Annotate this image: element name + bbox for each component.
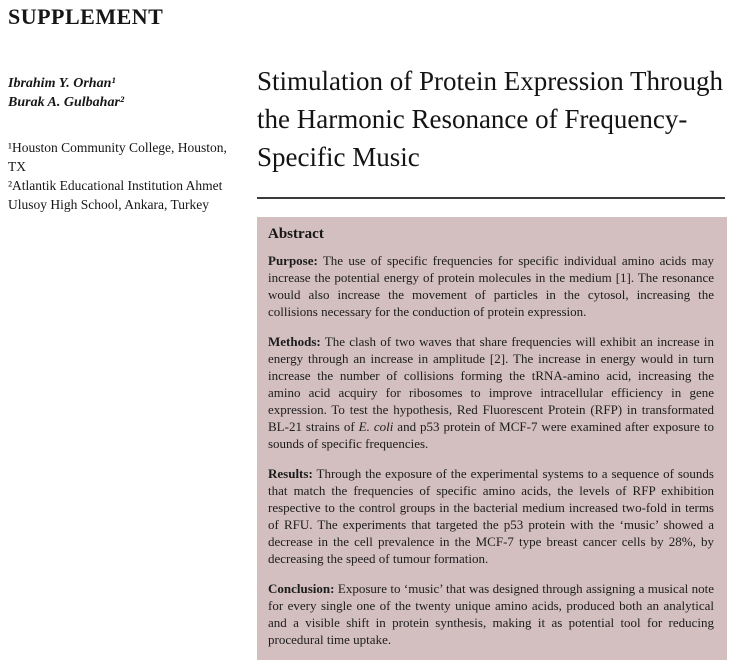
abstract-paragraph [268, 252, 714, 320]
paragraph-text: Through the exposure of the experimental systems to a sequence of sounds that match the frequencies of specific amino acids, the levels of RFP exhibition respective to the control groups in the bacterial medium increased two-fold in terms of RFU. The experiments that targeted the p53 protein with the ‘music’ showed a decrease in the cell prevalence in the MCF-7 type breast cancer cells by 28%, by decreasing the speed of tumour formation. [268, 466, 714, 566]
affiliation-line: ²Atlantik Educational Institution Ahmet Ulusoy High School, Ankara, Turkey [8, 178, 223, 212]
affiliation-line: ¹Houston Community College, Houston, TX [8, 140, 227, 174]
supplement-masthead: SUPPLEMENT [8, 4, 164, 29]
paragraph-text: The use of specific frequencies for specific individual amino acids may increase the potential energy of protein molecules in the medium [1]. The resonance would also increase the movement of particles in the cytosol, increasing the collisions necessary for the conduction of protein expression. [268, 253, 714, 319]
paragraph-label: Purpose: [268, 253, 318, 268]
paragraph-text: Exposure to ‘music’ that was designed through assigning a musical note for every single one of the twenty unique amino acids, produced both an analytical and a visible shift in protein synthesis, making it as potential tool for reducing procedural time uptake. [268, 581, 714, 647]
paragraph-label: Methods: [268, 334, 321, 349]
paragraph-label: Results: [268, 466, 313, 481]
author-block [8, 74, 246, 112]
paragraph-label: Conclusion: [268, 581, 335, 596]
paper-title: Stimulation of Protein Expression Through the Harmonic Resonance of Frequency-Specific Music [257, 66, 723, 172]
paragraph-text: E. coli [358, 419, 394, 434]
affiliation-block [8, 138, 246, 214]
author-line: Ibrahim Y. Orhan¹ [8, 76, 116, 91]
abstract-paragraph [268, 333, 714, 452]
paragraph-text: The clash of two waves that share frequencies will exhibit an increase in energy through an increase in amplitude [2]. The increase in energy would in turn increase the number of collisions forming the tRNA-amino acid, increasing the amino acid acquiry for ribosomes to improve intracellular efficiency in gene expression. To test the hypothesis, Red Fluorescent Protein (RFP) in transformated BL-21 strains of [268, 334, 714, 434]
title-divider [257, 197, 725, 199]
paragraph-text: and p53 protein of MCF-7 were examined after exposure to sounds of specific frequencies. [268, 419, 714, 451]
author-line: Burak A. Gulbahar² [8, 95, 125, 110]
abstract-body [268, 252, 714, 648]
abstract-heading: Abstract [268, 226, 324, 242]
abstract-box [257, 217, 727, 660]
abstract-paragraph [268, 465, 714, 567]
abstract-paragraph [268, 580, 714, 648]
